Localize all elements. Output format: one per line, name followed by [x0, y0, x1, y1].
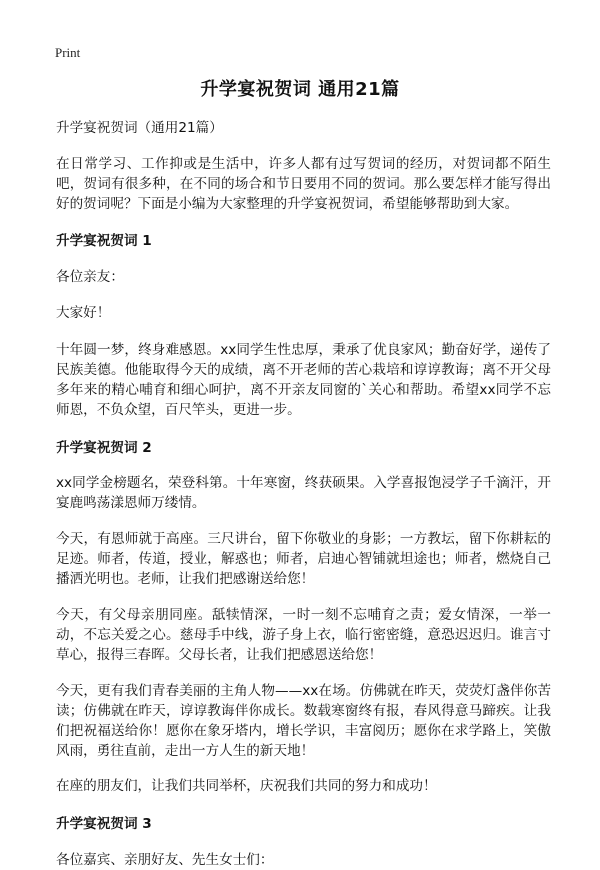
section-1-paragraph: 十年圆一梦，终身难感恩。xx同学生性忠厚，秉承了优良家风；勤奋好学，递传了民族美德。他能取得今天的成绩，离不开老师的苦心栽培和谆谆教诲；离不开父母多年来的精心哺育和细心呵护，离不开亲友同窗的`关心和帮助。希望xx同学不忘师恩，不负众望，百尺竿头，更进一步。: [56, 342, 551, 418]
document-subtitle: 升学宴祝贺词（通用21篇）: [56, 120, 223, 136]
section-1-paragraph: 大家好！: [56, 305, 111, 321]
section-2-paragraph: 在座的朋友们，让我们共同举杯，庆祝我们共同的努力和成功！: [56, 778, 437, 794]
section-3-heading: 升学宴祝贺词 3: [56, 816, 152, 832]
section-2-paragraph: 今天，有恩师就于高座。三尺讲台，留下你敬业的身影；一方教坛，留下你耕耘的足迹。师者，传道，授业，解惑也；师者，启迪心智铺就坦途也；师者，燃烧自己播洒光明也。老师，让我们把感谢送给您！: [56, 531, 551, 587]
section-2-paragraph: xx同学金榜题名，荣登科第。十年寒窗，终获硕果。入学喜报饱浸学子千滴汗，开宴鹿鸣荡漾恩师万缕情。: [56, 475, 551, 511]
section-2-paragraph: 今天，有父母亲朋同座。舐犊情深，一时一刻不忘哺育之责；爱女情深，一举一动，不忘关爱之心。慈母手中线，游子身上衣，临行密密缝，意恐迟迟归。谁言寸草心，报得三春晖。父母长者，让我们把感恩送给您！: [56, 607, 551, 663]
section-1-heading: 升学宴祝贺词 1: [56, 233, 152, 249]
document-title: 升学宴祝贺词 通用21篇: [200, 79, 400, 100]
intro-paragraph: 在日常学习、工作抑或是生活中，许多人都有过写贺词的经历，对贺词都不陌生吧，贺词有很多种，在不同的场合和节日要用不同的贺词。那么要怎样才能写得出好的贺词呢？下面是小编为大家整理的升学宴祝贺词，希望能够帮助到大家。: [56, 156, 551, 212]
section-2-heading: 升学宴祝贺词 2: [56, 440, 152, 456]
section-2-paragraph: 今天，更有我们青春美丽的主角人物——xx在场。仿佛就在昨天，荧荧灯盏伴你苦读；仿佛就在昨天，谆谆教诲伴你成长。数载寒窗终有报，春风得意马蹄疾。让我们把祝福送给你！愿你在象牙塔内，增长学识，丰富阅历；愿你在求学路上，笑傲风雨，勇往直前，走出一方人生的新天地！: [56, 683, 551, 759]
section-3-paragraph: 各位嘉宾、亲朋好友、先生女士们：: [56, 852, 274, 868]
section-1-paragraph: 各位亲友：: [56, 269, 124, 285]
document-body: [56, 118, 551, 870]
print-label: Print: [55, 45, 81, 60]
